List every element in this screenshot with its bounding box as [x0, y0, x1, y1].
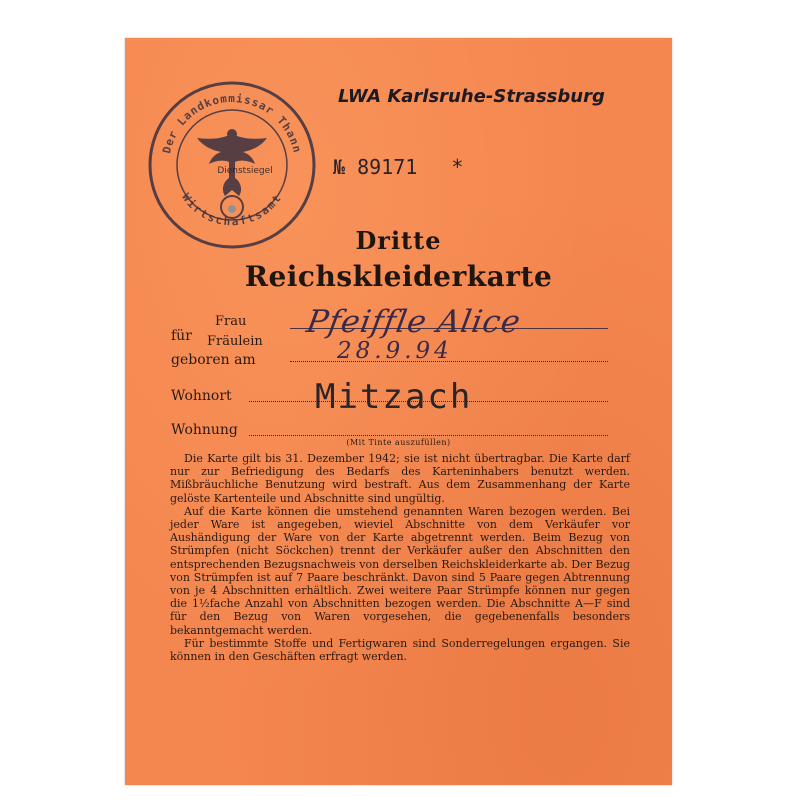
- fraeulein-label: Fräulein: [207, 334, 263, 349]
- clothing-ration-card: [125, 38, 672, 785]
- card-number: 89171: [357, 155, 418, 179]
- dwelling-line: [249, 435, 608, 436]
- for-label: für: [171, 328, 192, 344]
- residence-value: Mitzach: [315, 377, 473, 417]
- frau-label: Frau: [215, 314, 247, 329]
- stamp-center-text: Dienstsiegel: [217, 166, 273, 176]
- terms-paragraph: Für bestimmte Stoffe und Fertigwaren sind Sonderregelungen ergangen. Sie können in den Geschäften erfragt werden.: [170, 636, 630, 664]
- card-number-row: [333, 155, 463, 179]
- dwelling-label: Wohnung: [171, 422, 238, 438]
- punch-hole: [228, 205, 236, 213]
- title-line-1: Dritte: [355, 226, 442, 255]
- stamp-ring-text: Der Landkommissar Thann: [160, 92, 304, 155]
- holder-name: Pfeiffle Alice: [303, 304, 524, 340]
- issuing-office: LWA Karlsruhe-Strassburg: [338, 86, 605, 107]
- number-prefix: №: [333, 155, 346, 179]
- residence-label: Wohnort: [171, 388, 232, 404]
- birth-date-value: 28.9.94: [337, 338, 453, 364]
- stamp-bottom-text: Wirtschaftsamt: [179, 190, 285, 229]
- number-mark: *: [451, 155, 464, 179]
- birth-date-label: geboren am: [171, 352, 256, 368]
- terms-paragraph: Auf die Karte können die umstehend genannten Waren bezogen werden. Bei jeder Ware ist angegeben, wieviel Abschnitte von dem Verkäufer vor Aushändigung der Ware von der Karte abgetrennt werden. Beim Bezug von Strümpfen (nicht Söckchen) trennt der Verkäufer außer den Abschnitten den entsprechenden Bezugsnachweis von derselben Reichskleiderkarte ab. Der Bezug von Strümpfen ist auf 7 Paare beschränkt. Davon sind 5 Paare gegen Abtrennung von je 4 Abschnitten erhältlich. Zwei weitere Paar Strümpfe können nur gegen die 1½fache Anzahl von Abschnitten bezogen werden. Die Abschnitte A—F sind für den Bezug von Waren vorgesehen, die gegebenenfalls besonders bekanntgemacht werden.: [170, 504, 630, 637]
- terms-paragraph: Die Karte gilt bis 31. Dezember 1942; sie ist nicht übertragbar. Die Karte darf nur zur Befriedigung des Bedarfs des Karteninhabers benutzt werden. Mißbräuchliche Benutzung wird bestraft. Aus dem Zusammenhang der Karte gelöste Kartenteile und Abschnitte sind ungültig.: [170, 452, 630, 505]
- title-line-2: Reichskleiderkarte: [244, 260, 553, 293]
- ink-instruction: (Mit Tinte auszufüllen): [346, 438, 451, 447]
- eagle-emblem-icon: [197, 129, 267, 196]
- terms-text: [170, 452, 630, 663]
